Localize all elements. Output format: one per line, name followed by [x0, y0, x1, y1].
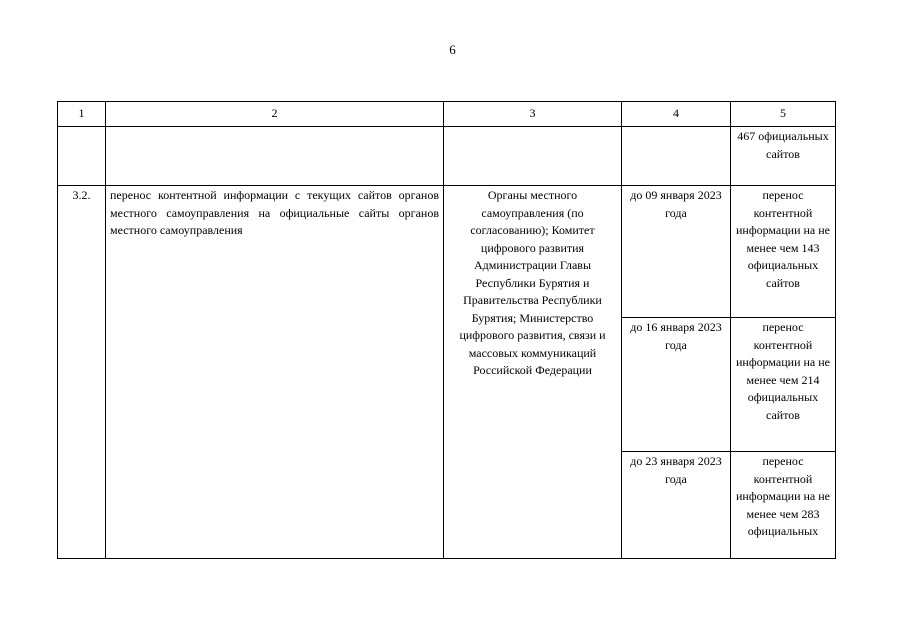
column-header-1: 1	[58, 102, 106, 127]
continuation-result-cell	[731, 127, 836, 186]
row-responsible: Органы местного самоуправления (по согласованию); Комитет цифрового развития Администрации Главы Республики Бурятия и Правительства Республики Бурятия; Министерство цифрового развития, связи и массовых коммуникаций Российской Федерации	[459, 188, 606, 377]
continuation-cell-2	[106, 127, 444, 186]
row-description: перенос контентной информации с текущих сайтов органов местного самоуправления на официальные сайты органов местного самоуправления	[110, 188, 439, 237]
result-cell-2	[731, 318, 836, 452]
description-cell	[106, 186, 444, 559]
deadline-cell-2	[622, 318, 731, 452]
result-2: перенос контентной информации на не менее чем 214 официальных сайтов	[735, 320, 831, 422]
result-cell-3	[731, 452, 836, 559]
plan-table	[57, 101, 836, 559]
column-header-4: 4	[622, 102, 731, 127]
deadline-3: до 23 января 2023 года	[630, 454, 722, 486]
deadline-cell-1	[622, 186, 731, 318]
row-number-cell	[58, 186, 106, 559]
column-header-2: 2	[106, 102, 444, 127]
table-header-row	[58, 102, 836, 127]
column-header-5: 5	[731, 102, 836, 127]
page-number: 6	[449, 42, 456, 57]
continuation-result-text: 467 официальных сайтов	[737, 129, 829, 161]
deadline-1: до 09 января 2023 года	[630, 188, 722, 220]
table-row-3-2-a	[58, 186, 836, 318]
responsible-cell	[444, 186, 622, 559]
deadline-2: до 16 января 2023 года	[630, 320, 722, 352]
continuation-cell-4	[622, 127, 731, 186]
deadline-cell-3	[622, 452, 731, 559]
continuation-row	[58, 127, 836, 186]
continuation-cell-1	[58, 127, 106, 186]
result-1: перенос контентной информации на не менее чем 143 официальных сайтов	[735, 188, 831, 290]
result-3: перенос контентной информации на не менее чем 283 официальных	[735, 454, 831, 538]
continuation-cell-3	[444, 127, 622, 186]
result-cell-1	[731, 186, 836, 318]
row-number: 3.2.	[72, 188, 91, 202]
column-header-3: 3	[444, 102, 622, 127]
